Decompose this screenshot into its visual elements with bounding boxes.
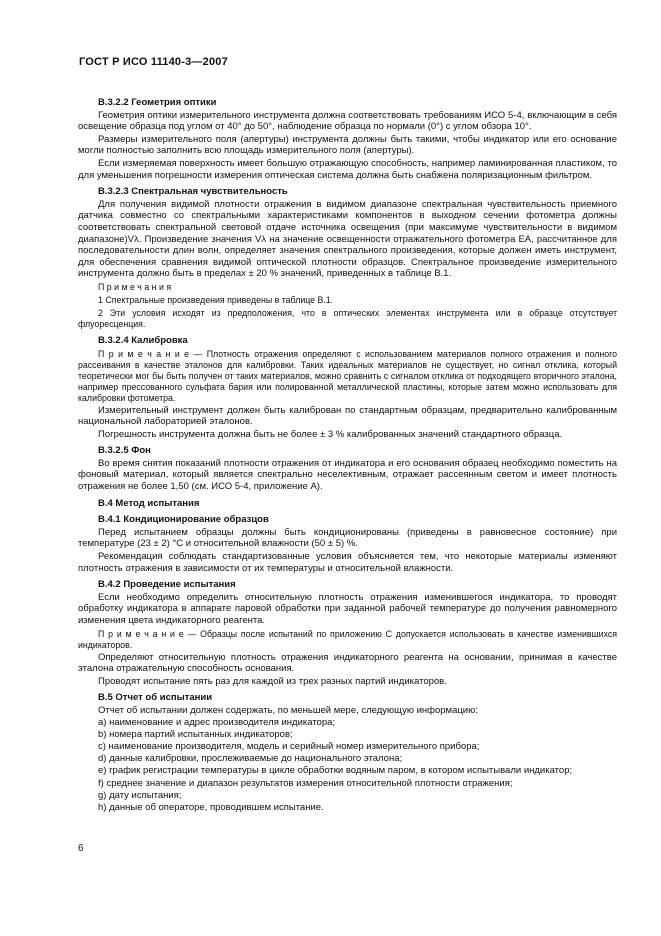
heading: В.5 Отчет об испытании bbox=[98, 692, 213, 704]
list-item: e) график регистрации температуры в цикле обработки водяным паром, в котором испытывали индикатор; bbox=[98, 765, 573, 777]
paragraph: Размеры измерительного поля (апертуры) инструмента должны быть такими, чтобы индикатор или его основание могли полностью заполнить всю площадь измерительного поля (апертуры). bbox=[78, 133, 617, 157]
paragraph: Рекомендация соблюдать стандартизованные условия объясняется тем, что некоторые материалы изменяют плотность отражения в зависимости от их температуры и относительной влажности. bbox=[78, 551, 617, 574]
list-item: f) среднее значение и диапазон результатов измерения относительной плотности отражения; bbox=[98, 777, 513, 789]
heading: В.4.2 Проведение испытания bbox=[98, 579, 236, 591]
list-item: d) данные калибровки, прослеживаемые до национального эталона; bbox=[98, 753, 403, 765]
paragraph: Во время снятия показаний плотности отражения от индикатора и его основания образец необходимо поместить на фоновый материал, который является спектрально неселективным, отражает рассеянным светом и имеет плотность отражения не более 1,50 (см. ИСО 5-4, приложение А). bbox=[78, 457, 617, 493]
list-item: b) номера партий испытанных индикаторов; bbox=[98, 729, 293, 741]
note: П р и м е ч а н и е — Образцы после испытаний по приложению С допускается использовать в качестве изменившихся индикаторов. bbox=[78, 628, 617, 650]
note: П р и м е ч а н и я bbox=[98, 281, 172, 292]
document-body bbox=[78, 92, 617, 813]
list-item: g) дату испытания; bbox=[98, 789, 182, 801]
heading: В.4.1 Кондиционирование образцов bbox=[98, 514, 269, 526]
heading: В.3.2.2 Геометрия оптики bbox=[98, 97, 217, 108]
note: П р и м е ч а н и е — Плотность отражения определяют с использованием материалов полного отражения и полного рассеивания в качестве эталонов для калибровки. Таких идеальных материалов не существует, но сигнал отклика, который теоретически мог бы быть получен от таких материалов, можно сравнить с сигналом отклика от подходящего вторичного эталона, например прессованного сульфата бария или полированной металлической пластины, которые затем можно использовать для калибровки фотометра. bbox=[78, 348, 617, 403]
paragraph: Геометрия оптики измерительного инструмента должна соответствовать требованиям ИСО 5-4, включающим в себя освещение образца под углом от 40° до 50°, наблюдение образца по нормали (0°) с углом обзора 10°. bbox=[78, 109, 617, 133]
note: 1 Спектральные произведения приведены в таблице В.1. bbox=[98, 294, 334, 305]
document-standard-header: ГОСТ Р ИСО 11140-3—2007 bbox=[79, 56, 228, 68]
paragraph: Определяют относительную плотность отражения индикаторного реагента на основании, принимая в качестве эталона отражательную способность основания. bbox=[78, 651, 617, 675]
list-item: a) наименование и адрес производителя индикатора; bbox=[98, 717, 336, 729]
heading: В.3.2.5 Фон bbox=[98, 445, 151, 457]
paragraph: Если необходимо определить относительную плотность отражения изменившегося индикатора, то проводят обработку индикатора в аппарате паровой обработки при заданной рабочей температуре до получения равномерного изменения цвета индикаторного реагента. bbox=[78, 591, 617, 626]
list-item: h) данные об операторе, проводившем испытание. bbox=[98, 801, 324, 813]
heading: В.4 Метод испытания bbox=[98, 497, 200, 509]
paragraph: Перед испытанием образцы должны быть кондиционированы (приведены в равновесное состояние) при температуре (23 ± 2) °С и относительной влажности (50 ± 5) %. bbox=[78, 526, 617, 550]
paragraph: Погрешность инструмента должна быть не более ± 3 % калиброванных значений стандартного образца. bbox=[98, 428, 563, 440]
heading: В.3.2.4 Калибровка bbox=[98, 334, 188, 346]
paragraph: Проводят испытание пять раз для каждой из трех разных партий индикаторов. bbox=[98, 675, 447, 687]
paragraph: Если измеряемая поверхность имеет большую отражающую способность, например ламинированная пластиком, то для уменьшения погрешности измерения оптическая система должна быть снабжена поляризационным фильтром. bbox=[78, 157, 617, 181]
heading: В.3.2.3 Спектральная чувствительность bbox=[98, 186, 288, 198]
paragraph: Измерительный инструмент должен быть калиброван по стандартным образцам, предварительно калиброванным национальной лабораторией эталонов. bbox=[78, 404, 617, 428]
paragraph: Отчет об испытании должен содержать, по меньшей мере, следующую информацию: bbox=[98, 704, 478, 716]
page-number: 6 bbox=[78, 843, 84, 854]
paragraph: Для получения видимой плотности отражения в видимом диапазоне спектральная чувствительность приемного датчика совместно со спектральными характеристиками компонентов в выходном сечении фотометра должны соответствовать спектральной световой отдаче источника освещения (при максимуме чувствительности в видимом диапазоне)Vλ. Произведение значения Vλ на значение освещенности отражательного фотометра EА, рассчитанное для последовательности длин волн, определяет значения спектрального произведения, которые должен иметь инструмент, для обеспечения сравнения видимой оптической плотности образцов. Спектральное произведение измерительного инструмента должно быть в пределах ± 20 % значений, приведенных в таблице В.1. bbox=[78, 198, 617, 280]
note: 2 Эти условия исходят из предположения, что в оптических элементах инструмента или в образце отсутствует флуоресценция. bbox=[78, 307, 617, 329]
list-item: c) наименование производителя, модель и серийный номер измерительного прибора; bbox=[98, 741, 480, 753]
